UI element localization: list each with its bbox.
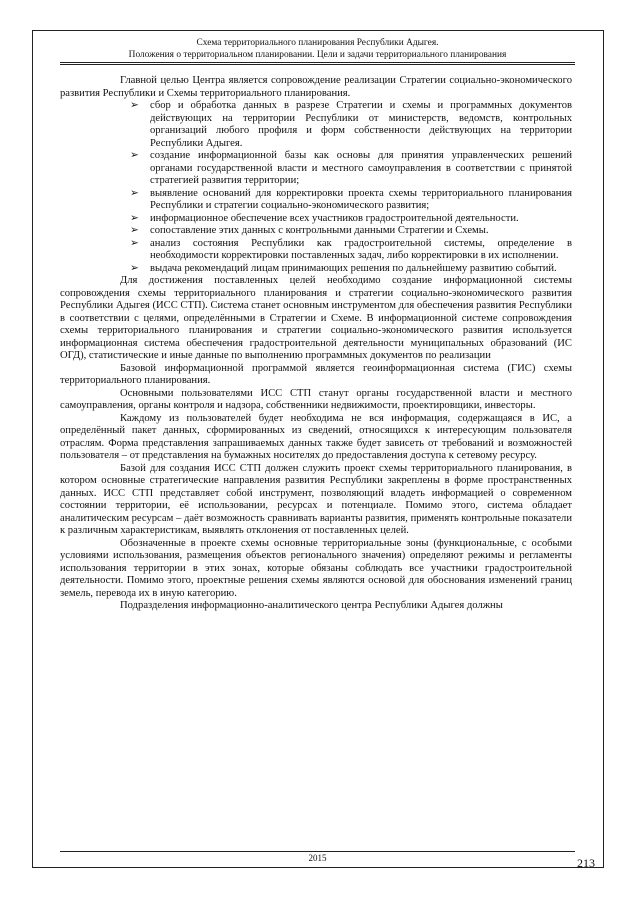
list-item-text: сопоставление этих данных с контрольными данными Стратегии и Схемы. [150, 225, 489, 236]
arrow-bullet-icon: ➢ [130, 212, 139, 224]
body-text [60, 75, 572, 613]
arrow-bullet-icon: ➢ [130, 262, 139, 274]
list-item [60, 225, 572, 238]
body-paragraph: Каждому из пользователей будет необходима не вся информация, содержащаяся в ИС, а определённый пакет данных, сформированных из сведений, относящихся к интересующим пользователя отраслям. Форма представления запрашиваемых данных также будет зависеть от требований и возможностей пользователя – от представления на бумажных носителях до предоставления доступа к сетевому ресурсу. [60, 412, 572, 461]
body-paragraph: Обозначенные в проекте схемы основные территориальные зоны (функциональные, с особыми условиями использования, размещения объектов регионального значения) определяют режимы и регламенты использования территории в этих зонах, которые обязаны соблюдать все участники градостроительной деятельности. Помимо этого, проектные решения схемы являются основой для обоснования изменений границ земель, перевода их в иную категорию. [60, 537, 572, 599]
list-item-text: информационное обеспечение всех участников градостроительной деятельности. [150, 212, 519, 224]
body-paragraph: Базой для создания ИСС СТП должен служить проект схемы территориального планирования, в котором основные стратегические направления развития Республики закреплены в форме пространственных данных. ИСС СТП представляет собой инструмент, позволяющий владеть информацией о современном состоянии территории, её использовании, ресурсах и потенциале. Помимо этого, система обладает аналитическим ресурсам – даёт возможность сравнивать варианты развития, применять контрольные показатели к различным характеристикам, выявлять отклонения от поставленных целей. [60, 462, 572, 536]
body-paragraph: Подразделения информационно-аналитического центра Республики Адыгея должны [120, 600, 503, 611]
body-paragraph: Основными пользователями ИСС СТП станут органы государственной власти и местного самоуправления, органы контроля и надзора, собственники недвижимости, проектировщики, инвесторы. [60, 387, 572, 411]
goals-list [60, 100, 572, 275]
list-item-text: выдача рекомендаций лицам принимающих решения по дальнейшему развитию событий. [150, 262, 557, 274]
list-item-text: создание информационной базы как основы для принятия управленческих решений органами государственной власти и местного самоуправления в соответствии с принятой стратегией развития территории; [150, 150, 572, 186]
page-number: 213 [577, 856, 595, 870]
body-paragraph: Для достижения поставленных целей необходимо создание информационной системы сопровождения схемы территориального планирования и стратегии социально-экономического развития Республики Адыгея (ИСС СТП). Система станет основным инструментом для обеспечения развития Республики в соответствии с целями, определёнными в Стратегии и Схеме. В информационной системе сопровождения схемы территориального планирования и стратегии социально-экономического развития используется информационная система обеспечения градостроительной деятельности муниципальных образований (ИС ОГД), статистические и иные данные по выполнению программных документов по реализации [60, 275, 572, 361]
arrow-bullet-icon: ➢ [130, 187, 139, 199]
arrow-bullet-icon: ➢ [130, 150, 139, 161]
arrow-bullet-icon: ➢ [130, 237, 139, 249]
list-item-text: сбор и обработка данных в разрезе Стратегии и схемы и программных документов действующих на территории Республики от министерств, ведомств, контрольных организаций любого профиля и форм собственности действующих на территории Республики Адыгея. [150, 100, 572, 149]
list-item-text: анализ состояния Республики как градостроительной системы, определение в необходимости корректировки поставленных задач, либо корректировки в их исполнении. [150, 237, 572, 261]
list-item [60, 100, 572, 150]
list-item [60, 263, 572, 276]
header-subtitle: Положения о территориальном планировании. Цели и задачи территориального планирования [128, 49, 507, 60]
list-item [60, 150, 572, 188]
intro-paragraph: Главной целью Центра является сопровождение реализации Стратегии социально-экономического развития Республики и Схемы территориального планирования. [60, 75, 572, 99]
list-item [60, 188, 572, 213]
list-item [60, 213, 572, 226]
list-item [60, 238, 572, 263]
footer-year: 2015 [308, 853, 327, 863]
header-title: Схема территориального планирования Республики Адыгея. [196, 38, 439, 48]
header-rule [60, 62, 575, 63]
list-item-text: выявление оснований для корректировки проекта схемы территориального планирования Республики и стратегии социально-экономического развития; [150, 187, 572, 211]
running-header [60, 38, 575, 61]
footer-rule [60, 851, 575, 852]
arrow-bullet-icon: ➢ [130, 225, 139, 236]
header-rule-double [60, 64, 575, 65]
body-paragraph: Базовой информационной программой является геоинформационная система (ГИС) схемы территориального планирования. [60, 362, 572, 386]
arrow-bullet-icon: ➢ [130, 100, 139, 111]
